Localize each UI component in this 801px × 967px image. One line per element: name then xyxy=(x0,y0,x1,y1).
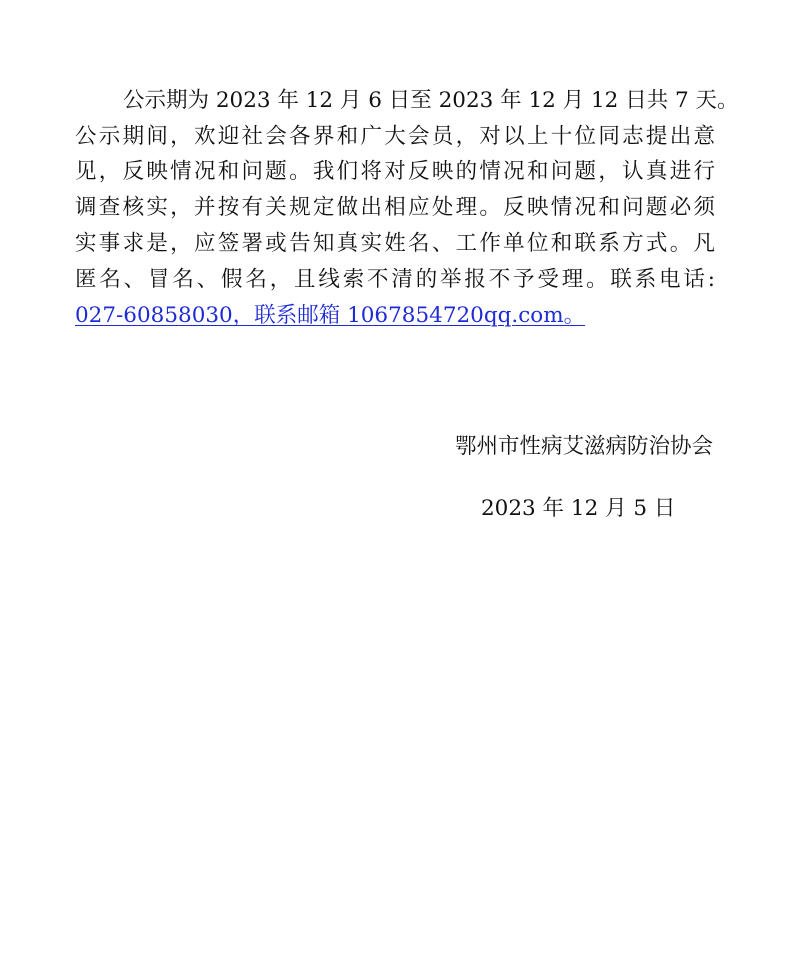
notice-paragraph-line-3: 见，反映情况和问题。我们将对反映的情况和问题，认真进行 xyxy=(75,159,715,184)
notice-paragraph-line-6: 匿名、冒名、假名，且线索不清的举报不予受理。联系电话: xyxy=(75,267,715,292)
notice-paragraph-line-5: 实事求是，应签署或告知真实姓名、工作单位和联系方式。凡 xyxy=(75,231,715,256)
notice-paragraph-line-1: 公示期为 2023 年 12 月 6 日至 2023 年 12 月 12 日共 7 天。 xyxy=(123,88,739,113)
notice-paragraph-line-2: 公示期间，欢迎社会各界和广大会员，对以上十位同志提出意 xyxy=(75,124,715,149)
organization-signature: 鄂州市性病艾滋病防治协会 xyxy=(454,434,713,459)
notice-paragraph-line-4: 调查核实，并按有关规定做出相应处理。反映情况和问题必须 xyxy=(75,195,715,220)
signature-date: 2023 年 12 月 5 日 xyxy=(481,496,676,521)
contact-info-link[interactable]: 027-60858030，联系邮箱 1067854720qq.com。 xyxy=(75,303,586,328)
